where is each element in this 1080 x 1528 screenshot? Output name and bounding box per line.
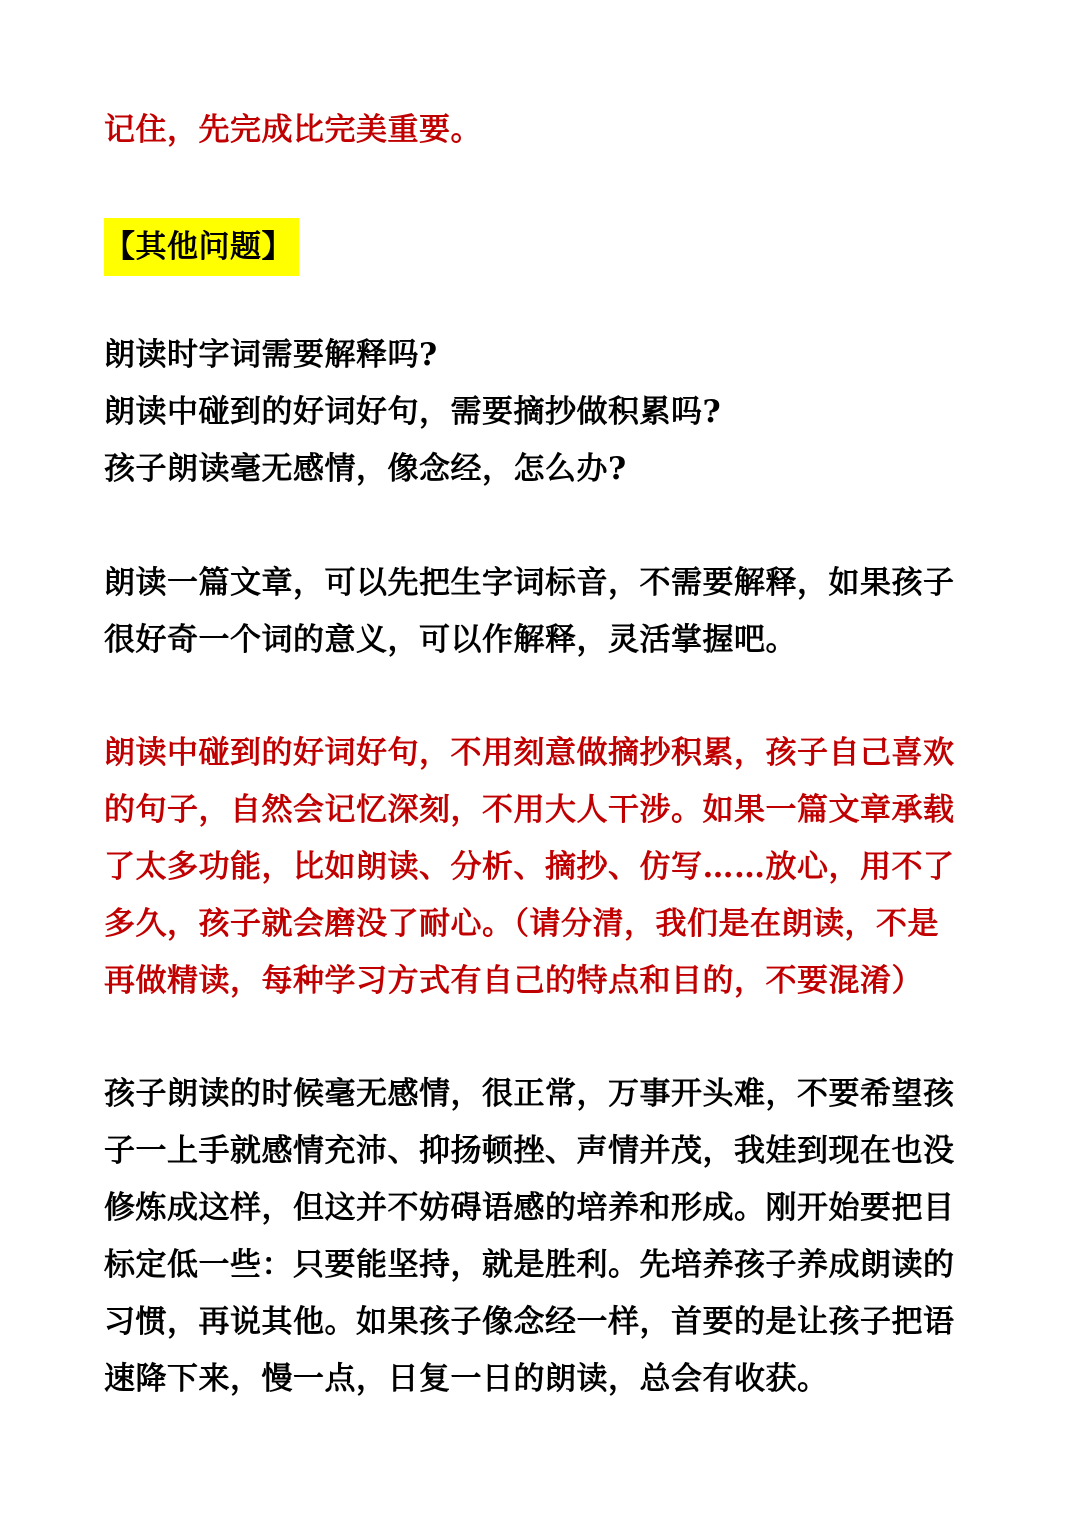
paragraph-line: 的句子，自然会记忆深刻，不用大人干涉。如果一篇文章承载 [104,792,955,828]
paragraph-line: 孩子朗读的时候毫无感情，很正常，万事开头难，不要希望孩 [104,1076,955,1112]
paragraph-line: 朗读中碰到的好词好句，不用刻意做摘抄积累，孩子自己喜欢 [104,735,955,771]
paragraph-line: 了太多功能，比如朗读、分析、摘抄、仿写……放心，用不了 [104,849,955,885]
answer-paragraph-explanation [104,555,955,669]
question-item: 朗读中碰到的好词好句，需要摘抄做积累吗? [104,394,722,430]
answer-paragraph-excerpts [104,725,955,1010]
paragraph-line: 速降下来，慢一点，日复一日的朗读，总会有收获。 [104,1361,829,1397]
paragraph-line: 多久，孩子就会磨没了耐心。（请分清，我们是在朗读，不是 [104,906,939,942]
paragraph-line: 朗读一篇文章，可以先把生字词标音，不需要解释，如果孩子 [104,565,955,601]
paragraph-line: 修炼成这样，但这并不妨碍语感的培养和形成。刚开始要把目 [104,1190,955,1226]
question-item: 孩子朗读毫无感情，像念经，怎么办? [104,451,627,487]
paragraph-line: 子一上手就感情充沛、抑扬顿挫、声情并茂，我娃到现在也没 [104,1133,955,1169]
section-heading-container [104,218,299,276]
section-heading: 【其他问题】 [104,218,299,276]
paragraph-line: 习惯，再说其他。如果孩子像念经一样，首要的是让孩子把语 [104,1304,955,1340]
paragraph-line: 标定低一些：只要能坚持，就是胜利。先培养孩子养成朗读的 [104,1247,955,1283]
questions-list [104,327,721,498]
question-item: 朗读时字词需要解释吗? [104,337,438,373]
reminder-text: 记住，先完成比完美重要。 [104,112,482,148]
paragraph-line: 再做精读，每种学习方式有自己的特点和目的，不要混淆） [104,963,923,999]
answer-paragraph-emotion [104,1066,955,1408]
paragraph-line: 很好奇一个词的意义，可以作解释，灵活掌握吧。 [104,622,797,658]
